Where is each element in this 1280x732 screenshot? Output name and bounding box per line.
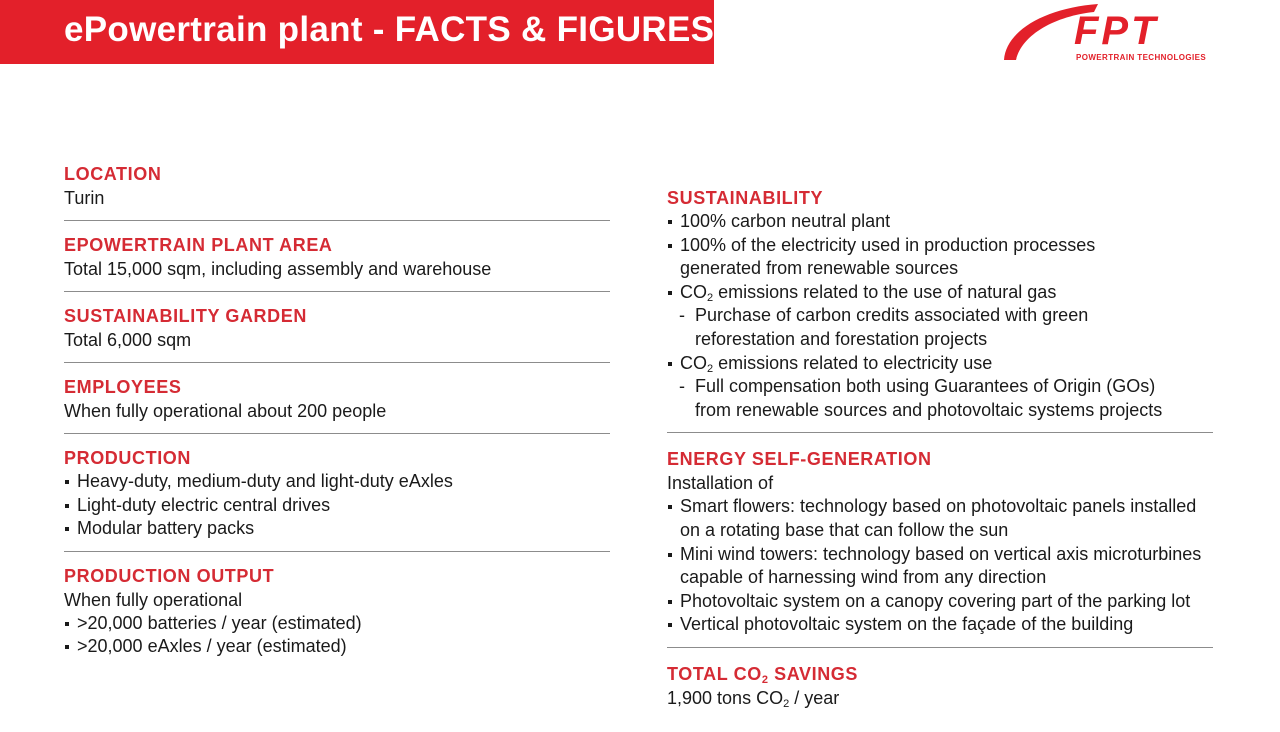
- list-item-line: Smart flowers: technology based on photovoltaic panels installed: [680, 496, 1197, 517]
- logo-text: FPT: [1074, 9, 1159, 53]
- employees-section: [64, 373, 610, 434]
- savings-section: [667, 660, 1213, 720]
- list-item: Light-duty electric central drives: [64, 494, 610, 518]
- co2-subscript: 2: [783, 697, 790, 710]
- list-item: [667, 234, 1213, 281]
- sub-list-item: [667, 375, 1213, 422]
- savings-value-prefix: 1,900 tons CO: [667, 687, 784, 708]
- list-item: [667, 281, 1213, 305]
- savings-value: [667, 686, 1213, 710]
- garden-heading: SUSTAINABILITY GARDEN: [64, 306, 307, 326]
- energy-heading: ENERGY SELF-GENERATION: [667, 449, 932, 470]
- list-item: Heavy-duty, medium-duty and light-duty eAxles: [64, 470, 610, 494]
- list-item: [667, 543, 1213, 590]
- list-item-text: emissions related to electricity use: [713, 352, 993, 373]
- sustainability-heading: SUSTAINABILITY: [667, 188, 824, 208]
- production-heading: PRODUCTION: [64, 448, 191, 468]
- production-list: [64, 470, 610, 541]
- co2-subscript: 2: [707, 291, 714, 304]
- list-item: [667, 210, 1213, 234]
- logo-subtitle: POWERTRAIN TECHNOLOGIES: [1076, 53, 1207, 62]
- page-title: ePowertrain plant - FACTS & FIGURES: [64, 10, 715, 49]
- sustainability-sublist: [667, 304, 1213, 351]
- list-item-line: 100% of the electricity used in production processes: [680, 234, 1096, 255]
- sustainability-list-2: [667, 352, 1213, 376]
- list-item-line: Full compensation both using Guarantees of Origin (GOs): [695, 376, 1156, 397]
- list-item: >20,000 eAxles / year (estimated): [64, 635, 610, 659]
- location-heading: LOCATION: [64, 164, 162, 184]
- plant-area-section: [64, 231, 610, 292]
- list-item: [667, 352, 1213, 376]
- list-item-line: generated from renewable sources: [680, 258, 959, 279]
- sustainability-section: [667, 184, 1213, 433]
- employees-heading: EMPLOYEES: [64, 377, 182, 397]
- energy-section: [667, 445, 1213, 648]
- list-item-line: on a rotating base that can follow the sun: [680, 519, 1009, 540]
- plant-area-text: Total 15,000 sqm, including assembly and warehouse: [64, 259, 492, 279]
- savings-value-suffix: / year: [789, 687, 840, 708]
- co2-subscript: 2: [761, 673, 769, 686]
- list-item-text: Vertical photovoltaic system on the façade of the building: [680, 614, 1134, 635]
- list-item: [667, 613, 1213, 637]
- energy-intro: Installation of: [667, 473, 774, 494]
- garden-text: Total 6,000 sqm: [64, 330, 192, 350]
- energy-list: [667, 495, 1213, 637]
- plant-area-heading: EPOWERTRAIN PLANT AREA: [64, 235, 333, 255]
- list-item-line: Mini wind towers: technology based on vertical axis microturbines: [680, 543, 1202, 564]
- list-item-line: from renewable sources and photovoltaic systems projects: [695, 399, 1163, 420]
- list-item-text: Photovoltaic system on a canopy covering part of the parking lot: [680, 590, 1191, 611]
- list-item-text: emissions related to the use of natural gas: [713, 281, 1057, 302]
- co2-label: CO: [680, 281, 707, 302]
- list-item: [667, 495, 1213, 542]
- garden-section: [64, 302, 610, 363]
- sustainability-sublist-2: [667, 375, 1213, 422]
- output-section: [64, 562, 610, 669]
- location-text: Turin: [64, 188, 105, 208]
- list-item: [667, 590, 1213, 614]
- list-item-line: capable of harnessing wind from any direction: [680, 567, 1047, 588]
- right-column: [667, 184, 1213, 732]
- location-section: [64, 160, 610, 221]
- title-bar: [0, 0, 714, 64]
- left-column: [64, 160, 610, 679]
- output-heading: PRODUCTION OUTPUT: [64, 565, 275, 586]
- list-item: >20,000 batteries / year (estimated): [64, 612, 610, 636]
- savings-heading-suffix: SAVINGS: [768, 663, 859, 684]
- savings-heading: [667, 662, 1213, 686]
- output-intro: When fully operational: [64, 589, 243, 610]
- list-item-text: 100% carbon neutral plant: [680, 211, 891, 231]
- list-item: Modular battery packs: [64, 517, 610, 541]
- co2-subscript: 2: [707, 362, 714, 375]
- output-list: [64, 612, 610, 659]
- employees-text: When fully operational about 200 people: [64, 401, 387, 421]
- list-item-line: Purchase of carbon credits associated with green: [695, 305, 1089, 326]
- sustainability-list: [667, 210, 1213, 304]
- list-item-line: reforestation and forestation projects: [695, 328, 988, 349]
- production-section: [64, 444, 610, 552]
- co2-label: CO: [680, 352, 707, 373]
- sub-list-item: [667, 304, 1213, 351]
- savings-heading-prefix: TOTAL CO: [667, 663, 762, 684]
